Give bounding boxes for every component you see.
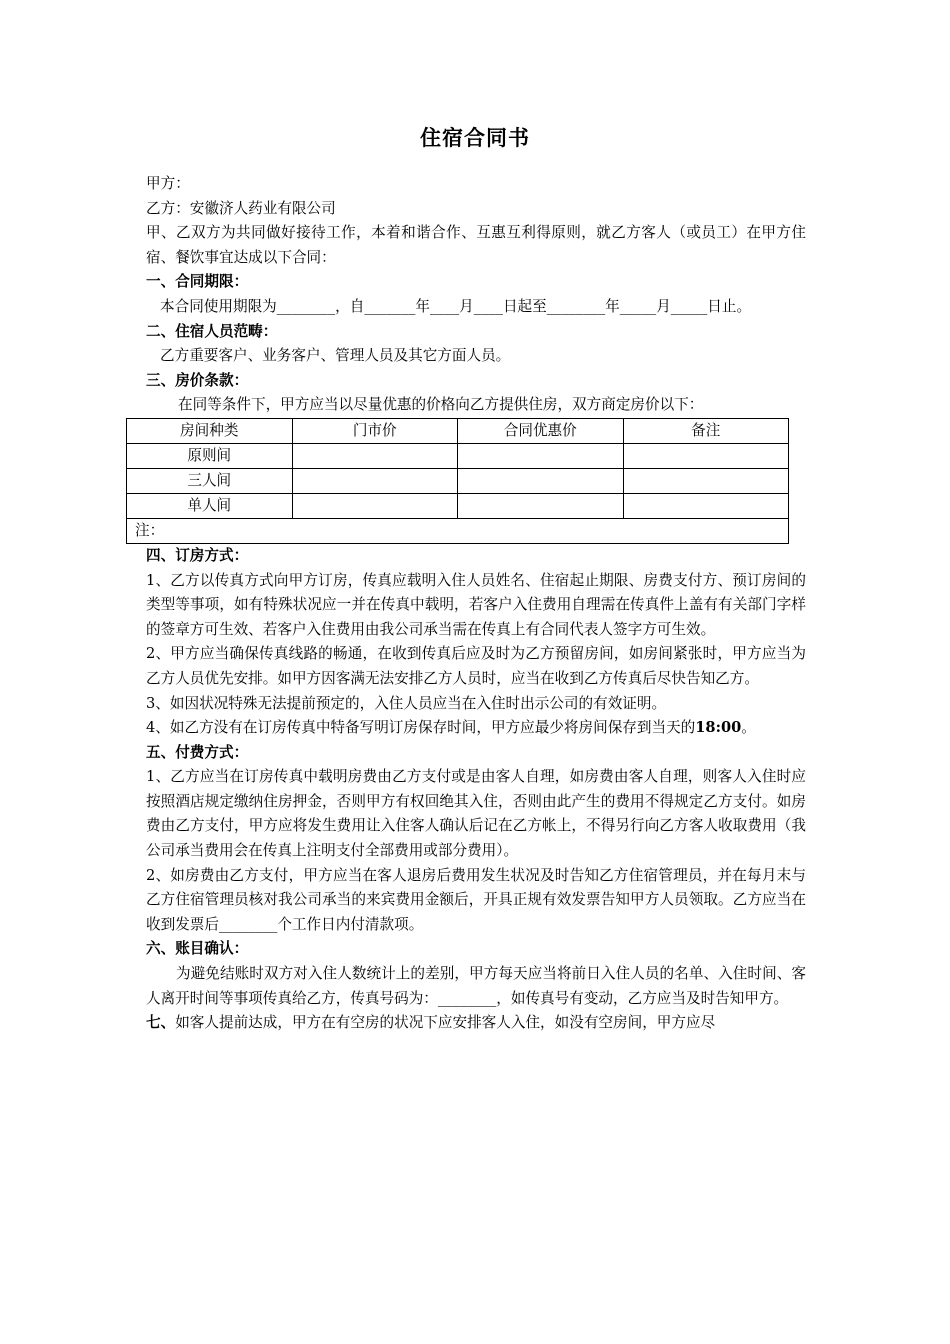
table-note: 注： [127, 518, 789, 543]
table-row [127, 493, 789, 518]
section-4-item-2: 2、甲方应当确保传真线路的畅通，在收到传真后应及时为乙方预留房间，如房间紧张时，甲方应当为乙方人员优先安排。如甲方因客满无法安排乙方人员时，应当在收到乙方传真后尽快告知乙方。 [146, 645, 806, 687]
table-cell [458, 493, 624, 518]
section-4-item-1: 1、乙方以传真方式向甲方订房，传真应载明入住人员姓名、住宿起止期限、房费支付方、预订房间的类型等事项，如有特殊状况应一并在传真中载明，若客户入住费用自理需在传真件上盖有有关部门字样的签章方可生效、若客户入住费用由我公司承当需在传真上有合同代表人签字方可生效。 [146, 571, 806, 638]
table-cell [623, 443, 789, 468]
table-header-cell: 合同优惠价 [458, 418, 624, 443]
table-header-row [127, 418, 789, 443]
section-4-item-4-text: 4、如乙方没有在订房传真中特备写明订房保存时间，甲方应最少将房间保存到当天的 [146, 719, 696, 737]
document-title: 住宿合同书 [420, 126, 530, 150]
table-header-cell: 房间种类 [127, 418, 293, 443]
party-b: 乙方：安徽济人药业有限公司 [146, 199, 336, 217]
section-5-heading: 五、付费方式： [146, 743, 249, 761]
section-2-heading: 二、住宿人员范畴： [146, 322, 278, 340]
table-row [127, 443, 789, 468]
section-7-heading: 七、 [146, 1014, 176, 1032]
room-rate-table [126, 418, 789, 544]
section-7-text: 如客人提前达成，甲方在有空房的状况下应安排客人入住，如没有空房间，甲方应尽 [175, 1014, 716, 1032]
section-4-item-4 [146, 716, 806, 741]
table-row [127, 468, 789, 493]
section-6-text: 为避免结账时双方对入住人数统计上的差别，甲方每天应当将前日入住人员的名单、入住时间、客人离开时间等事项传真给乙方，传真号码为：________，如传真号有变动，乙方应当及时告知甲方。 [146, 965, 806, 1007]
table-cell [292, 443, 458, 468]
section-3-text: 在同等条件下，甲方应当以尽量优惠的价格向乙方提供住房，双方商定房价以下： [178, 396, 704, 414]
table-cell: 原则间 [127, 443, 293, 468]
intro-paragraph: 甲、乙双方为共同做好接待工作，本着和谐合作、互惠互利得原则，就乙方客人（或员工）在甲方住宿、餐饮事宜达成以下合同： [146, 224, 806, 266]
section-4-item-3: 3、如因状况特殊无法提前预定的，入住人员应当在入住时出示公司的有效证明。 [146, 694, 667, 712]
table-cell [623, 468, 789, 493]
table-cell [458, 443, 624, 468]
table-header-cell: 门市价 [292, 418, 458, 443]
section-5-item-2: 2、如房费由乙方支付，甲方应当在客人退房后费用发生状况及时告知乙方住宿管理员，并在每月末与乙方住宿管理员核对我公司承当的来宾费用金额后，开具正规有效发票告知甲方人员领取。乙方应当在收到发票后________个工作日内付清款项。 [146, 866, 806, 933]
section-3-heading: 三、房价条款： [146, 371, 249, 389]
table-cell: 三人间 [127, 468, 293, 493]
table-cell [292, 493, 458, 518]
section-4-item-4-end: 。 [741, 719, 756, 737]
table-cell: 单人间 [127, 493, 293, 518]
table-cell [623, 493, 789, 518]
table-note-row [127, 518, 789, 543]
hold-time: 18:00 [695, 719, 742, 737]
table-cell [292, 468, 458, 493]
section-5-item-1: 1、乙方应当在订房传真中载明房费由乙方支付或是由客人自理，如房费由客人自理，则客人入住时应按照酒店规定缴纳住房押金，否则甲方有权回绝其入住，否则由此产生的费用不得规定乙方支付。如房费由乙方支付，甲方应将发生费用让入住客人确认后记在乙方帐上，不得另行向乙方客人收取费用（我公司承当费用会在传真上注明支付全部费用或部分费用）。 [146, 768, 806, 860]
table-cell [458, 468, 624, 493]
section-7 [146, 1011, 806, 1036]
section-1-text: 本合同使用期限为________，自_______年____月____日起至________年_____月_____日止。 [160, 297, 752, 315]
section-2-text: 乙方重要客户、业务客户、管理人员及其它方面人员。 [160, 347, 511, 365]
table-header-cell: 备注 [623, 418, 789, 443]
document-body [135, 172, 806, 1036]
section-4-heading: 四、订房方式： [146, 546, 249, 564]
section-1-heading: 一、合同期限： [146, 273, 249, 291]
section-6-heading: 六、账目确认： [146, 940, 249, 958]
party-a: 甲方： [146, 175, 190, 192]
